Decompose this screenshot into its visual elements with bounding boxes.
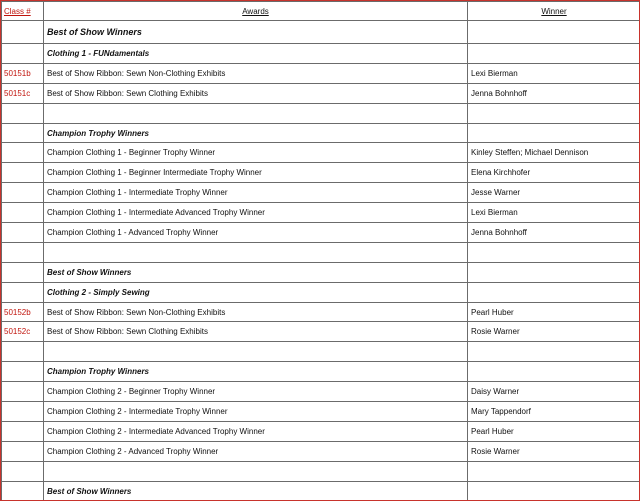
class-code-cell	[2, 44, 44, 64]
table-row	[2, 322, 640, 342]
class-code-cell	[2, 163, 44, 183]
table-row	[2, 382, 640, 402]
class-code-cell	[2, 362, 44, 382]
awards-table	[1, 1, 640, 501]
winner-cell	[468, 242, 640, 262]
class-code-cell	[2, 21, 44, 44]
section-heading-cell: Clothing 1 - FUNdamentals	[44, 44, 468, 64]
winner-column-header: Winner	[468, 2, 640, 21]
winner-cell: Daisy Warner	[468, 382, 640, 402]
class-column-header: Class #	[2, 2, 44, 21]
class-code-cell	[2, 262, 44, 282]
winner-cell: Rosie Warner	[468, 322, 640, 342]
award-cell	[44, 461, 468, 481]
table-row	[2, 21, 640, 44]
winner-cell	[468, 262, 640, 282]
table-row	[2, 342, 640, 362]
award-cell: Champion Clothing 1 - Intermediate Advanced Trophy Winner	[44, 203, 468, 223]
winner-cell	[468, 44, 640, 64]
class-code-cell	[2, 441, 44, 461]
winner-cell: Pearl Huber	[468, 421, 640, 441]
award-cell: Champion Clothing 2 - Intermediate Trophy Winner	[44, 402, 468, 422]
section-heading-cell: Champion Trophy Winners	[44, 123, 468, 143]
table-row	[2, 302, 640, 322]
winner-cell: Pearl Huber	[468, 302, 640, 322]
class-code-cell: 50151c	[2, 83, 44, 103]
section-heading-cell: Champion Trophy Winners	[44, 362, 468, 382]
class-code-cell	[2, 402, 44, 422]
table-row	[2, 203, 640, 223]
winner-cell	[468, 21, 640, 44]
class-code-cell	[2, 481, 44, 501]
class-code-cell: 50152c	[2, 322, 44, 342]
class-code-cell	[2, 461, 44, 481]
winner-cell	[468, 362, 640, 382]
award-cell: Champion Clothing 2 - Intermediate Advanced Trophy Winner	[44, 421, 468, 441]
header-row	[2, 2, 640, 21]
section-heading-cell: Best of Show Winners	[44, 262, 468, 282]
class-code-cell	[2, 103, 44, 123]
award-cell	[44, 342, 468, 362]
winner-cell	[468, 123, 640, 143]
winner-cell: Elena Kirchhofer	[468, 163, 640, 183]
winner-cell: Kinley Steffen; Michael Dennison	[468, 143, 640, 163]
section-heading-cell: Clothing 2 - Simply Sewing	[44, 282, 468, 302]
award-cell	[44, 242, 468, 262]
award-cell	[44, 103, 468, 123]
table-row	[2, 83, 640, 103]
table-row	[2, 441, 640, 461]
table-row	[2, 481, 640, 501]
class-code-cell	[2, 382, 44, 402]
award-cell: Best of Show Ribbon: Sewn Clothing Exhibits	[44, 83, 468, 103]
winner-cell	[468, 282, 640, 302]
table-row	[2, 402, 640, 422]
table-row	[2, 223, 640, 243]
class-code-cell	[2, 282, 44, 302]
award-cell: Champion Clothing 1 - Beginner Trophy Winner	[44, 143, 468, 163]
class-code-cell	[2, 203, 44, 223]
winner-cell: Mary Tappendorf	[468, 402, 640, 422]
award-cell: Best of Show Ribbon: Sewn Non-Clothing Exhibits	[44, 63, 468, 83]
section-heading-cell: Best of Show Winners	[44, 481, 468, 501]
table-row	[2, 262, 640, 282]
table-row	[2, 242, 640, 262]
award-cell: Best of Show Ribbon: Sewn Non-Clothing Exhibits	[44, 302, 468, 322]
class-code-cell	[2, 421, 44, 441]
award-cell: Champion Clothing 2 - Advanced Trophy Winner	[44, 441, 468, 461]
winner-cell: Jesse Warner	[468, 183, 640, 203]
table-row	[2, 163, 640, 183]
class-code-cell	[2, 242, 44, 262]
winner-cell: Jenna Bohnhoff	[468, 223, 640, 243]
winner-cell	[468, 342, 640, 362]
award-cell: Champion Clothing 1 - Beginner Intermediate Trophy Winner	[44, 163, 468, 183]
winner-cell	[468, 103, 640, 123]
award-cell: Best of Show Ribbon: Sewn Clothing Exhibits	[44, 322, 468, 342]
section-heading-cell: Best of Show Winners	[44, 21, 468, 44]
class-code-cell	[2, 143, 44, 163]
table-row	[2, 461, 640, 481]
table-row	[2, 183, 640, 203]
award-cell: Champion Clothing 1 - Advanced Trophy Winner	[44, 223, 468, 243]
table-row	[2, 282, 640, 302]
winner-cell	[468, 481, 640, 501]
awards-column-header: Awards	[44, 2, 468, 21]
table-row	[2, 63, 640, 83]
class-code-cell	[2, 342, 44, 362]
class-code-cell	[2, 223, 44, 243]
winner-cell: Lexi Bierman	[468, 63, 640, 83]
class-code-cell	[2, 183, 44, 203]
table-row	[2, 123, 640, 143]
winner-cell: Rosie Warner	[468, 441, 640, 461]
award-cell: Champion Clothing 1 - Intermediate Trophy Winner	[44, 183, 468, 203]
table-row	[2, 143, 640, 163]
winner-cell	[468, 461, 640, 481]
table-row	[2, 103, 640, 123]
award-cell: Champion Clothing 2 - Beginner Trophy Winner	[44, 382, 468, 402]
winner-cell: Lexi Bierman	[468, 203, 640, 223]
class-code-cell	[2, 123, 44, 143]
winner-cell: Jenna Bohnhoff	[468, 83, 640, 103]
class-code-cell: 50151b	[2, 63, 44, 83]
awards-table-body	[2, 21, 640, 501]
class-code-cell: 50152b	[2, 302, 44, 322]
table-row	[2, 421, 640, 441]
table-row	[2, 44, 640, 64]
table-row	[2, 362, 640, 382]
